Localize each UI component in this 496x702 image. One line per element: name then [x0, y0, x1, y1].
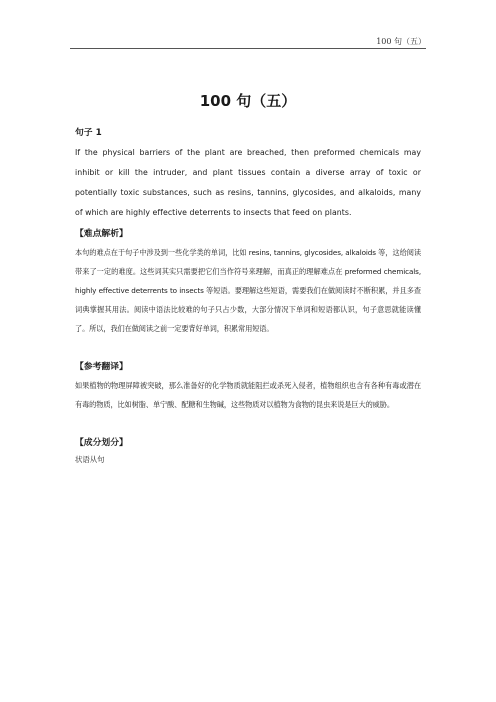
analysis-heading: 【难点解析】 — [75, 229, 128, 239]
translation-paragraph: 如果植物的物理屏障被突破，那么准备好的化学物质就能阻拦或杀死入侵者，植物组织也含有各种有毒或潜在有毒的物质，比如树脂、单宁酸、配糖和生物碱，这些物质对以植物为食物的昆虫来说是巨大的威胁。 — [75, 381, 421, 409]
page-title: 100 句（五） — [199, 92, 297, 111]
english-sentence: If the physical barriers of the plant are breached, then preformed chemicals may inhibit or kill the intruder, and plant tissues contain a diverse array of toxic or potentially toxic substances, such as resins, tannins, glycosides, and alkaloids, many of which are highly effective deterrents to insects that feed on plants. — [75, 148, 421, 217]
sentence-label: 句子 1 — [75, 128, 102, 138]
running-header: 100 句（五） — [376, 37, 426, 46]
structure-first-line: 状语从句 — [75, 455, 105, 464]
header-rule — [70, 48, 426, 49]
analysis-paragraph: 本句的难点在于句子中涉及到一些化学类的单词，比如 resins, tannins, glycosides, alkaloids 等，这给阅读带来了一定的难度。这些词其实只需要把它们当作符号来理解，而真正的理解难点在 preformed chemicals, highly effective deterrents to insects 等短语。要理解这些短语，需要我们在做阅读时不断积累，并且多查词典掌握其用法。阅读中语法比较难的句子只占少数，大部分情况下单词和短语都认识，句子意思就能读懂了。所以，我们在做阅读之前一定要背好单词，积累常用短语。 — [75, 248, 421, 333]
translation-heading: 【参考翻译】 — [75, 362, 128, 372]
structure-heading: 【成分划分】 — [75, 438, 128, 448]
document-body — [75, 127, 421, 468]
